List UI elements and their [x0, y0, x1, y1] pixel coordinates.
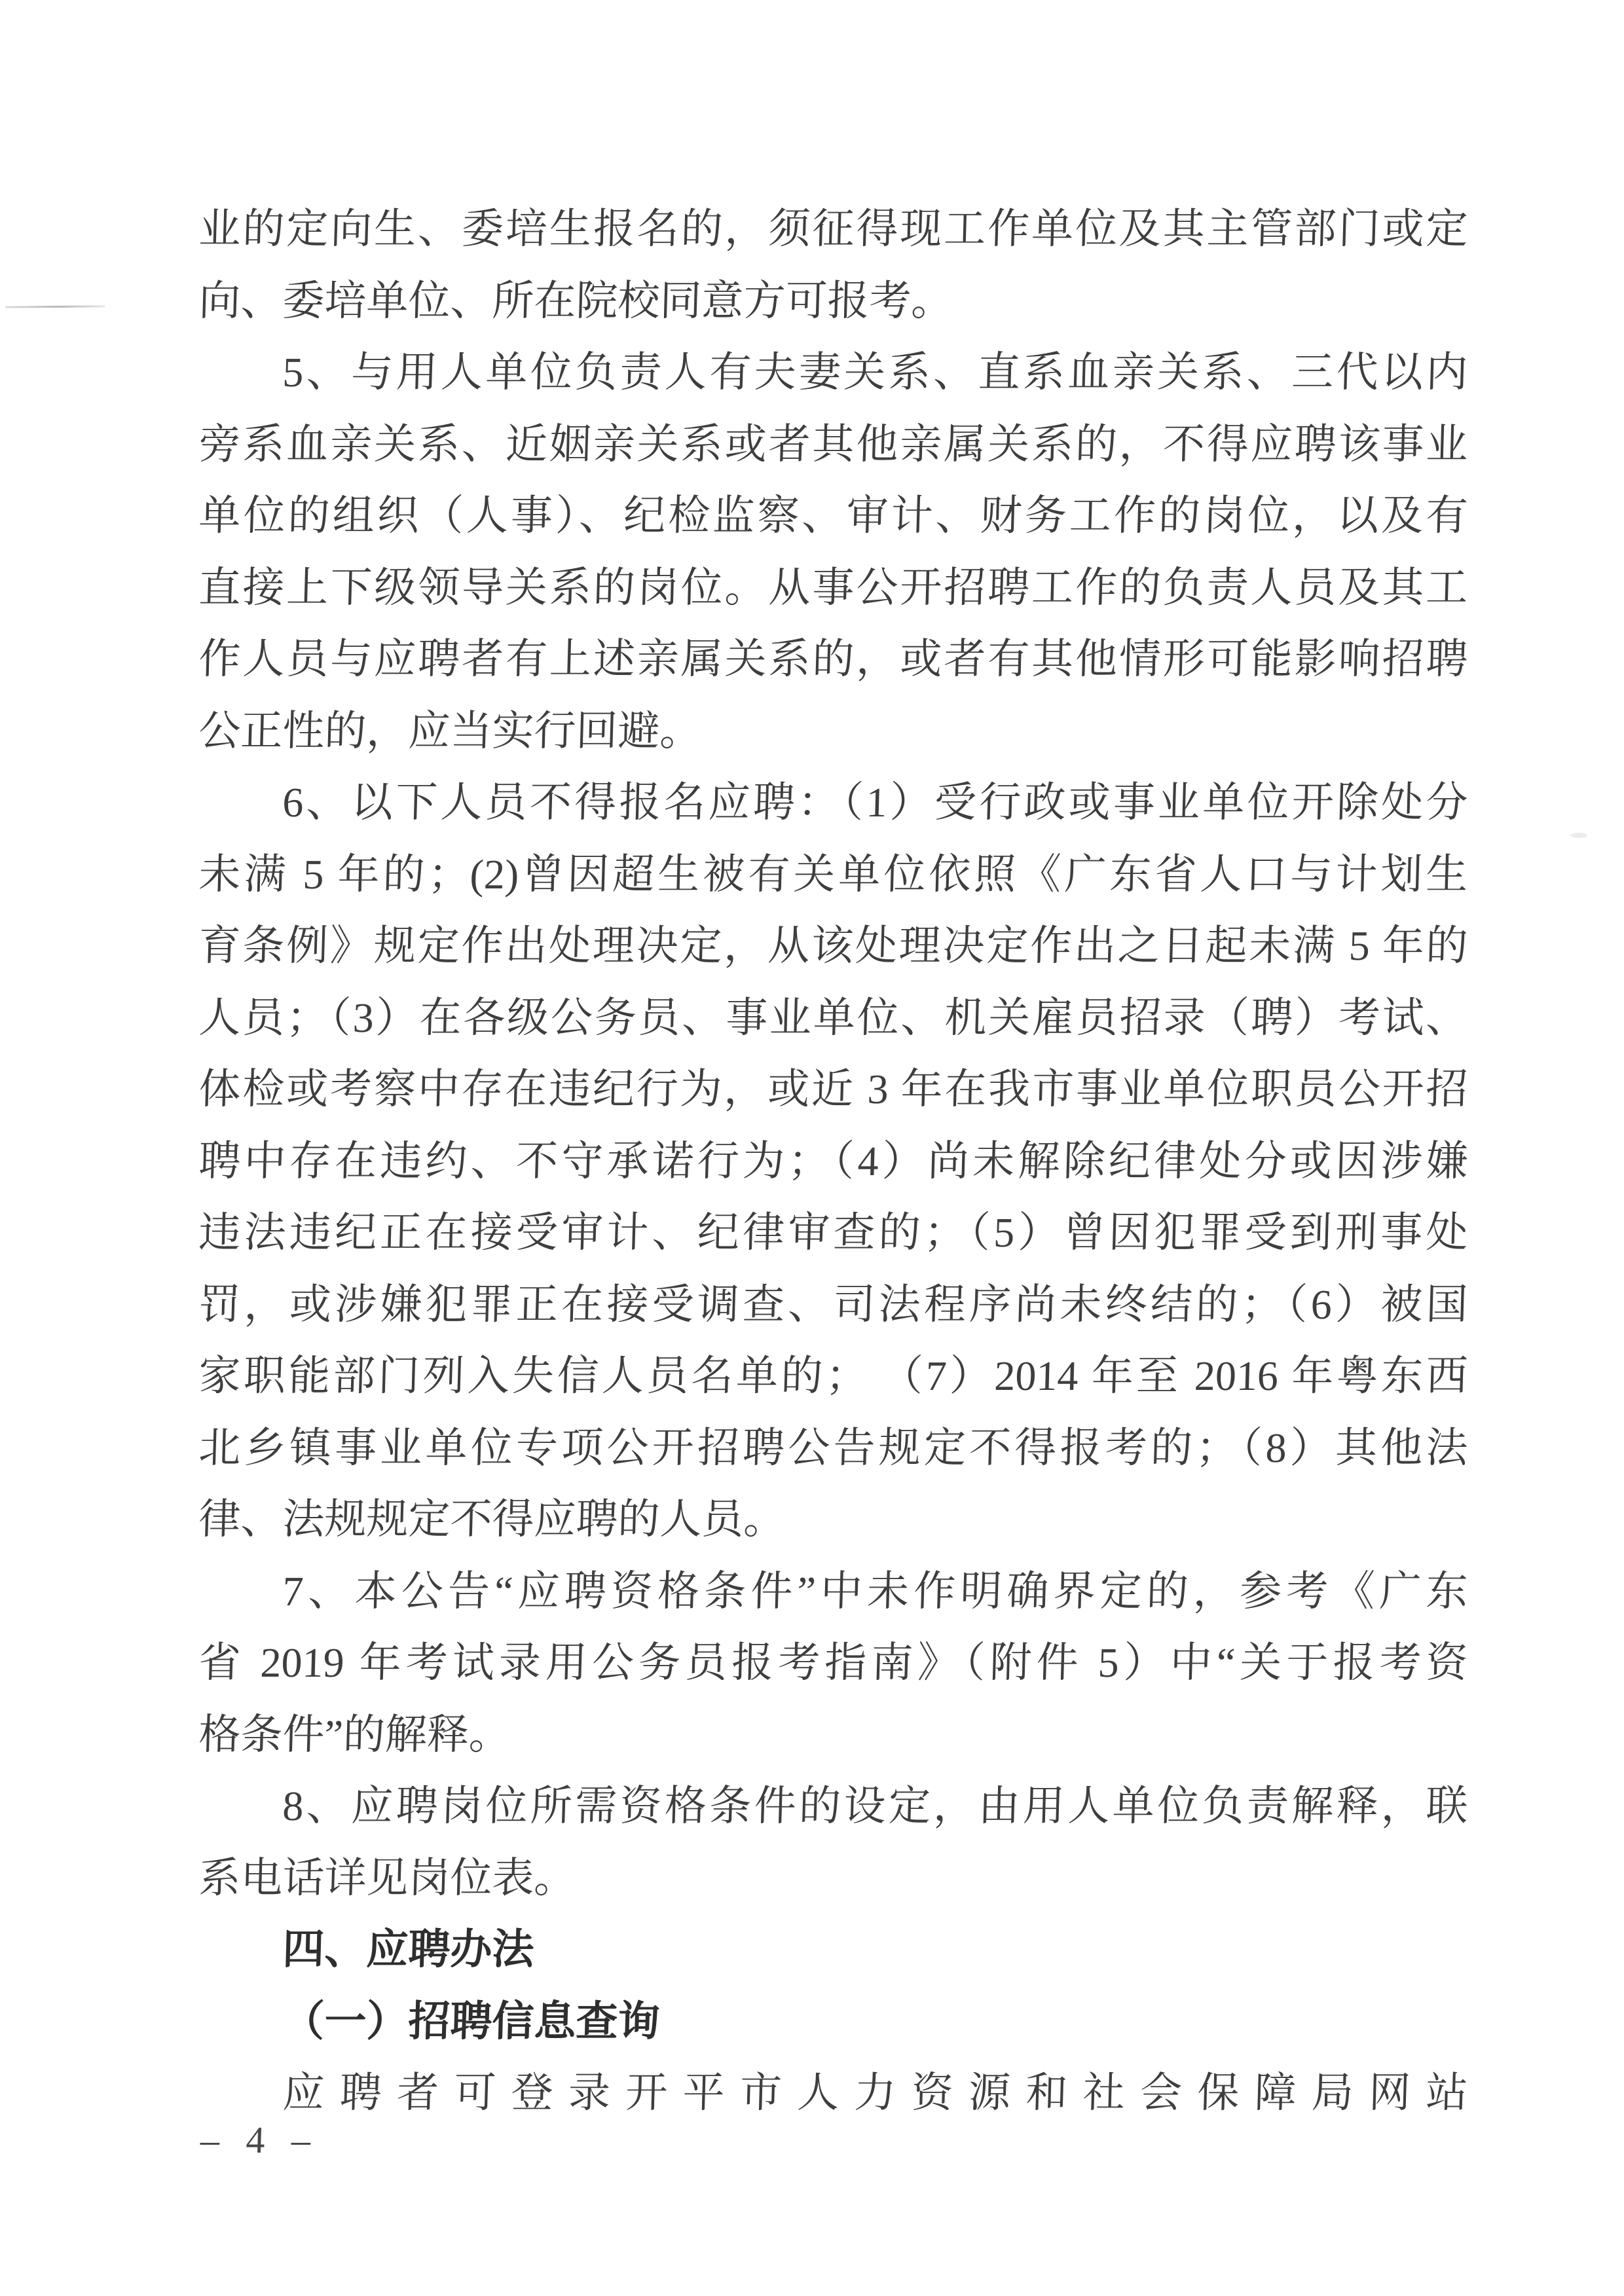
- text-line: 育条例》规定作出处理决定，从该处理决定作出之日起未满 5 年的: [198, 922, 1469, 969]
- page-number: – 4 –: [200, 2119, 317, 2161]
- document-body: [198, 193, 1467, 2129]
- text-line: 人员；（3）在各级公务员、事业单位、机关雇员招录（聘）考试、: [198, 994, 1469, 1041]
- text-line: （一）招聘信息查询: [282, 1997, 661, 2045]
- text-line: 家职能部门列入失信人员名单的； （7）2014 年至 2016 年粤东西: [198, 1353, 1469, 1399]
- text-line: 公正性的，应当实行回避。: [198, 707, 703, 754]
- text-line: 罚，或涉嫌犯罪正在接受调查、司法程序尚未终结的；（6）被国: [198, 1281, 1469, 1328]
- text-line: 系电话详见岗位表。: [198, 1854, 577, 1901]
- text-line: 业的定向生、委培生报名的，须征得现工作单位及其主管部门或定: [198, 206, 1469, 252]
- text-line: 违法违纪正在接受审计、纪律审查的；（5）曾因犯罪受到刑事处: [198, 1209, 1469, 1256]
- text-line: 四、应聘办法: [282, 1926, 535, 1973]
- text-line: 北乡镇事业单位专项公开招聘公告规定不得报考的；（8）其他法: [198, 1424, 1469, 1471]
- text-line: 应聘者可登录开平市人力资源和社会保障局网站: [282, 2069, 1469, 2116]
- text-line: 6、以下人员不得报名应聘：（1）受行政或事业单位开除处分: [282, 779, 1469, 826]
- scan-smudge: [1570, 833, 1587, 838]
- text-line: 旁系血亲关系、近姻亲关系或者其他亲属关系的，不得应聘该事业: [198, 420, 1469, 467]
- text-line: 省 2019 年考试录用公务员报考指南》（附件 5）中“关于报考资: [198, 1639, 1469, 1686]
- scan-artifact-line: [5, 305, 105, 308]
- text-line: 向、委培单位、所在院校同意方可报考。: [198, 277, 954, 324]
- text-line: 作人员与应聘者有上述亲属关系的，或者有其他情形可能影响招聘: [198, 636, 1469, 682]
- text-line: 单位的组织（人事）、纪检监察、审计、财务工作的岗位，以及有: [198, 492, 1469, 539]
- text-line: 直接上下级领导关系的岗位。从事公开招聘工作的负责人员及其工: [198, 564, 1469, 611]
- text-line: 聘中存在违约、不守承诺行为；（4）尚未解除纪律处分或因涉嫌: [198, 1137, 1469, 1184]
- text-line: 格条件”的解释。: [198, 1711, 511, 1758]
- text-line: 8、应聘岗位所需资格条件的设定，由用人单位负责解释，联: [282, 1783, 1469, 1829]
- text-line: 体检或考察中存在违纪行为，或近 3 年在我市事业单位职员公开招: [198, 1066, 1469, 1112]
- text-line: 5、与用人单位负责人有夫妻关系、直系血亲关系、三代以内: [282, 349, 1469, 395]
- text-line: 7、本公告“应聘资格条件”中未作明确界定的，参考《广东: [282, 1567, 1469, 1614]
- text-line: 律、法规规定不得应聘的人员。: [198, 1496, 786, 1542]
- text-line: 未满 5 年的；(2)曾因超生被有关单位依照《广东省人口与计划生: [198, 850, 1469, 898]
